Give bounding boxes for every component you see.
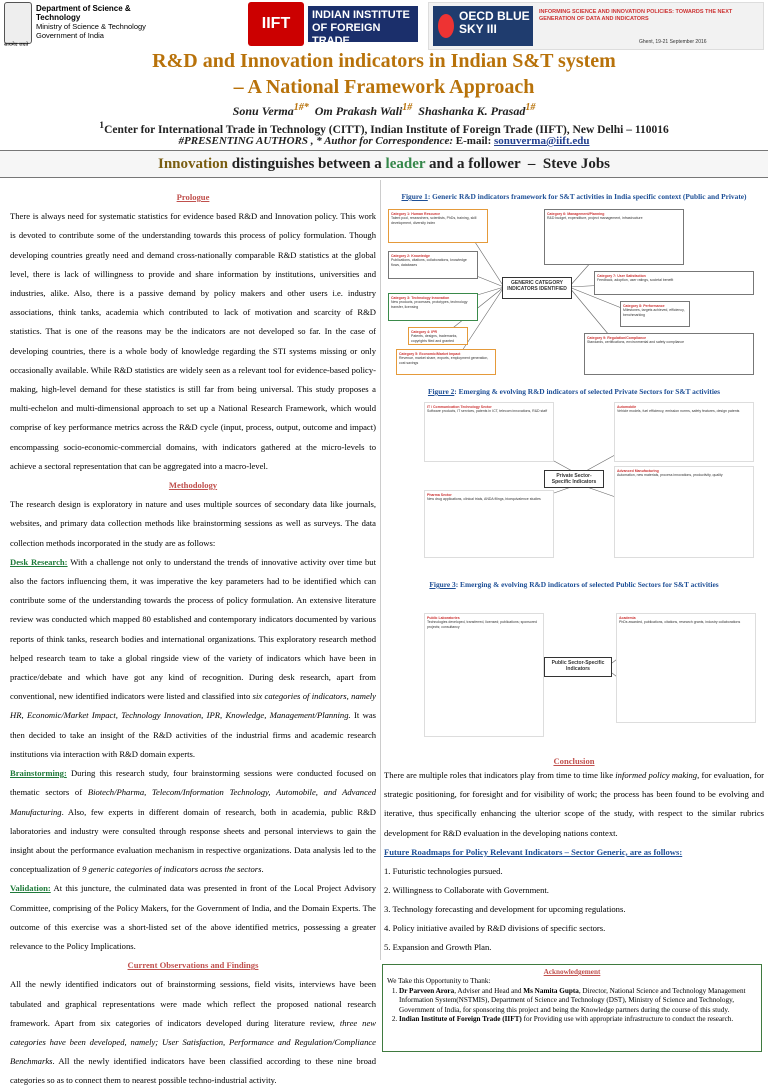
figure3-label: Figure 3 [429, 580, 456, 589]
brainstorming-text1: During this research study, four brainstorming sessions were conducted focused on thematic sectors of [10, 768, 376, 798]
quote-banner [0, 150, 768, 178]
list-item [399, 1015, 757, 1024]
acknowledgement-box [382, 964, 762, 1052]
author-3: Shashanka K. Prasad [418, 104, 526, 118]
figure1-box-4 [408, 327, 468, 345]
ack-person-1: Dr Parveen Arora [399, 986, 455, 995]
prologue-text: There is always need for systematic statistics for evidence based R&D and Innovation policy. This work is devoted to contribute some of the understanding towards this process of policy formulation. Though developing countries greatly need and demand cross-nationally comparable R&D statistics at the global level, there is lack of willingness to provide and share information by institutions, universities and industries, alike. Also, there is a passive demand by policy makers and other users i.e. industry associations, think tanks, academia which contributed to lack of motivation and scarcity of R&D statistics. That is one of the reasons may be the indicators are not developed so far. In the case of developing countries, there is a whole body of knowledge regarding the STI systems missing or only occasionally available. While R&D statistics are widely seen as a relevant tool for evidence-based policy-making, high-level demand for these statistics is still far from being universal. This study proposes a multi-echelon and multi-dimensional approach to set up a National Research Framework, which would comprise of key performance metrics across the R&D cycle (input, process, output, outcome and impact) encompassing socio-economic-commercial domains, with indicators gathered at the micro-levels to achieve a sectoral representation that can be aggregated into a macro-level. [10, 211, 376, 471]
dst-line2: Ministry of Science & Technology [36, 22, 146, 31]
figure2-box-4-body: Automation, new materials, process innovations, productivity, quality [617, 473, 723, 478]
dst-line1: Department of Science & Technology [36, 4, 131, 22]
figure2-box-2 [614, 402, 754, 462]
figure3-box-1-body: Technologies developed, transferred, licensed; publications; sponsored projects; consultancy [427, 620, 537, 629]
figure1-box-2-head: Category 2: Knowledge [391, 254, 430, 258]
future-roadmaps-list [384, 862, 764, 957]
ack-text-1d: , Director, National Science and Technology Management Information System(NSTMIS), Department of Science and Technology (DST), Ministry of Science and Technology, Government of India, for sponsoring this project and being the Knowledge partners during the course of this study. [399, 986, 746, 1014]
brainstorming-label: Brainstorming: [10, 768, 67, 779]
author-1-sup: 1#* [293, 102, 309, 113]
emblem-icon [4, 2, 32, 44]
current-observations-para [10, 975, 376, 1090]
dst-line3: Government of India [36, 31, 104, 40]
figure1-box-8 [620, 301, 690, 327]
acknowledgement-heading: Acknowledgement [543, 968, 601, 976]
validation-para [10, 879, 376, 956]
iift-badge: IIFT [248, 2, 304, 46]
figure2-diagram [384, 400, 764, 560]
conclusion-italic: informed policy making [615, 770, 698, 780]
figure3-box-1 [424, 613, 544, 737]
brainstorming-para [10, 764, 376, 879]
oecd-badge: OECD BLUE SKY III [433, 6, 533, 46]
figure3-caption [384, 576, 764, 593]
current-text2: . All the newly identified indicators have been classified according to these nine broad categories so as to connect them to nearest possible techno-industrial activity. [10, 1056, 376, 1086]
list-item [399, 987, 757, 1015]
oecd-logo [428, 2, 764, 50]
right-column [384, 188, 764, 743]
figure2-box-3 [424, 490, 554, 558]
figure3-box-2-head: Academia [619, 616, 636, 620]
figure1-box-3-head: Category 3: Technology Innovation [391, 296, 450, 300]
figure1-box-1-body: Talent pool, researchers, scientists, PhDs, training, skill development, diversity index [391, 216, 477, 225]
left-column [10, 188, 376, 1091]
figure2-box-4-head: Advanced Manufacturing [617, 469, 659, 473]
methodology-heading: Methodology [168, 480, 218, 491]
figure1-box-2 [388, 251, 478, 279]
figure1-box-7 [594, 271, 754, 295]
figure1-box-5-body: Revenue, market share, exports, employment generation, cost savings [399, 356, 489, 365]
figure3-caption-text: : Emerging & evolving R&D indicators of selected Public Sectors for S&T activities [455, 580, 719, 589]
emblem-caption: सत्यमेव जयते [4, 42, 29, 48]
figure2-box-2-body: Vehicle models, fuel efficiency, emission norms, safety features, design patents [617, 409, 740, 414]
acknowledgement-intro: We Take this Opportunity to Thank: [387, 977, 491, 986]
figure1-box-3 [388, 293, 478, 321]
affiliation-sup: 1 [99, 120, 105, 131]
figure1-box-7-head: Category 7: User Satisfaction [597, 274, 646, 278]
figure2-box-2-head: Automobile [617, 405, 637, 409]
affiliation-text: Center for International Trade in Technology (CITT), Indian Institute of Foreign Trade (IIFT), New Delhi – 110016 [104, 123, 669, 136]
dst-logo [4, 2, 174, 48]
figure1-box-5-head: Category 5: Economic/Market Impact [399, 352, 461, 356]
list-item: 4. Policy initiative availed by R&D divisions of specific sectors. [384, 922, 606, 933]
quote-author: Steve Jobs [542, 156, 611, 172]
figure1-box-9-head: Category 9: Regulation/Compliance [587, 336, 647, 340]
figure1-caption-text: : Generic R&D indicators framework for S&T activities in India specific context (Public and Private) [427, 192, 747, 201]
figure3-box-1-head: Public Laboratories [427, 616, 460, 620]
figure2-box-3-body: New drug applications, clinical trials, ANDA filings, bioequivalence studies [427, 497, 541, 502]
quote-dash: – [527, 156, 536, 172]
current-italic: three new categories have been developed, namely; User Satisfaction, Performance and Regulation/Compliance Benchmarks [10, 1017, 377, 1067]
author-1: Sonu Verma [232, 104, 294, 118]
figure2-caption-text: : Emerging & evolving R&D indicators of selected Private Sectors for S&T activities [454, 387, 721, 396]
figure2-box-1-head: IT / Communication Technology Sector [427, 405, 492, 409]
figure3-diagram [384, 593, 764, 743]
iift-logo [248, 2, 418, 46]
figure3-box-2 [616, 613, 756, 723]
figure2-box-1-body: Software products, IT services, patents in ICT, telecom innovations, R&D staff [427, 409, 548, 414]
quote-part4: and a follower [425, 156, 521, 172]
figure1-box-8-body: Milestones, targets achieved, efficiency, benchmarking [623, 308, 685, 317]
figure1-diagram [384, 205, 764, 375]
current-observations-heading: Current Observations and Findings [127, 960, 259, 971]
list-item: 3. Technology forecasting and development for upcoming regulations. [384, 903, 626, 914]
brainstorming-text3: . [261, 864, 264, 875]
author-2: Om Prakash Wali [314, 104, 403, 118]
author-list [0, 102, 768, 119]
figure1-box-8-head: Category 8: Performance [623, 304, 665, 308]
ack-person-2: Ms Namita Gupta [523, 986, 579, 995]
conclusion-section [384, 756, 764, 957]
dst-text [36, 4, 174, 40]
figure1-box-9-body: Standards, certifications, environmental and safety compliance [587, 340, 685, 345]
conclusion-text [384, 766, 764, 843]
ack-institute: Indian Institute of Foreign Trade (IIFT) [399, 1015, 522, 1024]
author-3-sup: 1# [525, 102, 536, 113]
oecd-date: Ghent, 19-21 September 2016 [639, 39, 707, 45]
validation-label: Validation: [10, 883, 51, 894]
quote-innovation: Innovation [157, 156, 229, 172]
acknowledgement-list [387, 987, 757, 1025]
oecd-description: INFORMING SCIENCE AND INNOVATION POLICIES: TOWARDS THE NEXT GENERATION OF DATA AND INDICATORS [539, 9, 733, 22]
figure1-box-9 [584, 333, 754, 375]
conclusion-heading: Conclusion [553, 756, 595, 766]
figure1-box-4-head: Category 4: IPR [411, 330, 438, 334]
figure2-label: Figure 2 [427, 387, 455, 396]
quote-leader: leader [385, 156, 426, 172]
column-divider [380, 180, 381, 960]
list-item: 2. Willingness to Collaborate with Government. [384, 884, 549, 895]
correspondence [0, 135, 768, 147]
presenting-note: #PRESENTING AUTHORS , * Author for Correspondence: [178, 135, 456, 147]
figure1-box-4-body: Patents, designs, trademarks, copyrights filed and granted [411, 334, 458, 343]
figure2-caption [384, 383, 764, 400]
brainstorming-text2: . Also, few experts in different domain of research, both in academia, public R&D laboratories and industry were consulted through response sheets and personal interviews to gain the insight about the performance evaluation mechanism in respective organizations. Data analysis led to the conceptualization of [10, 806, 376, 875]
figure1-box-1-head: Category 1: Human Resource [391, 212, 441, 216]
desk-research-text1: With a challenge not only to understand the trends of innovative activity over time but also the factors influencing them, it was imperative the key parameters had to be identified which can contribute some of the understanding towards the process of policy formulation. An extensive literature review was conducted which mapped 80 established and contemporary indicators documented by various reports of think tanks, research bodies and international organizations. This exploratory research method helped research team to take a global ringside view of the variety of indicators which have been in practice/debate and which have got any kind of recognition. During desk research, apart from conventional, new identified indicators were listed and classified into [10, 556, 376, 702]
figure1-center: GENERIC CATEGORY INDICATORS IDENTIFIED [502, 277, 572, 299]
list-item: 5. Expansion and Growth Plan. [384, 941, 492, 952]
quote-part2: distinguishes between a [228, 156, 386, 172]
prologue-heading: Prologue [176, 192, 210, 202]
figure1-box-2-body: Publications, citations, collaborations, knowledge flows, databases [391, 258, 467, 267]
figure1-box-5 [396, 349, 496, 375]
ack-text-2b: for Providing use with appropriate infrastructure to conduct the research. [521, 1015, 734, 1024]
figure1-label: Figure 1 [401, 192, 428, 201]
desk-research-italic: six categories of indicators, namely HR, Economic/Market Impact, Technology Innovation, IPR, Knowledge, Management/Planning. [10, 691, 376, 721]
desk-research-label: Desk Research: [10, 556, 68, 567]
author-2-sup: 1# [402, 102, 413, 113]
desk-research-para [10, 553, 376, 764]
figure1-box-3-body: New products, processes, prototypes, technology transfer, licensing [391, 300, 468, 309]
conclusion-text2: , for evaluation, for strategic positioning, for foresight and for visibility of work; the process has been found to be evolving and iterative, thus specifically enhancing the ulterior scope of the study, with respect to the similar rubrics development for R&D evaluation in the developing nations context. [384, 770, 764, 838]
validation-text: At this juncture, the culminated data was presented in front of the Local Project Advisory Committee, comprising of the Policy Makers, for the Government of India, and the Domain Experts. The outcome of this exercise was a short-listed set of the above identified metrics, possessing a greater relevance to the Policy Implications. [10, 883, 376, 951]
figure2-box-4 [614, 466, 754, 558]
figure2-box-1 [424, 402, 554, 462]
ack-text-1b: , Adviser and Head and [454, 986, 524, 995]
future-roadmaps-heading: Future Roadmaps for Policy Relevant Indicators – Sector Generic, are as follows: [384, 846, 683, 857]
email-label: E-mail: [455, 135, 494, 147]
figure1-box-6-head: Category 6: Management/Planning [547, 212, 605, 216]
figure1-box-6-body: R&D budget, expenditure, project management, infrastructure [547, 216, 643, 221]
figure1-caption [384, 188, 764, 205]
figure2-box-3-head: Pharma Sector [427, 493, 452, 497]
brainstorming-italic2: 9 generic categories of indicators across the sectors [82, 864, 262, 875]
title-line1: R&D and Innovation indicators in Indian S&T system [152, 50, 616, 72]
desk-research-text2: It was then decided to take an insight of the R&D activities of the industrial firms and academic research institutions via interaction with R&D domain experts. [10, 710, 376, 759]
brainstorming-italic1: Biotech/Pharma, Telecom/Information Technology, Automobile, and Advanced Manufacturing [10, 787, 376, 817]
figure3-center: Public Sector-Specific Indicators [544, 657, 612, 677]
figure1-box-1 [388, 209, 488, 243]
list-item: 1. Futuristic technologies pursued. [384, 865, 503, 876]
figure1-box-6 [544, 209, 684, 265]
iift-name: INDIAN INSTITUTE OF FOREIGN TRADE [308, 6, 418, 42]
figure1-box-7-body: Feedback, adoption, user ratings, societal benefit [597, 278, 674, 283]
methodology-text: The research design is exploratory in nature and uses multiple sources of secondary data like journals, websites, and primary data collection methods like brainstorming sessions as well as surveys. The data collection methods incorporated in the study are as follows: [10, 499, 376, 548]
figure2-center: Private Sector-Specific Indicators [544, 470, 604, 488]
title-line2: – A National Framework Approach [233, 76, 535, 98]
current-text1: All the newly identified indicators out of brainstorming sessions, field visits, interviews have been tabulated and graphical representations were made which reflect the proposed national research framework. Apart from six categories of indicators developed during literature review, [10, 979, 376, 1028]
affiliation [0, 120, 768, 136]
conclusion-text1: There are multiple roles that indicators play from time to time like [384, 770, 616, 780]
email-link[interactable]: sonuverma@iift.edu [494, 135, 590, 147]
figure3-box-2-body: PhDs awarded, publications, citations, research grants, industry collaborations [619, 620, 741, 625]
